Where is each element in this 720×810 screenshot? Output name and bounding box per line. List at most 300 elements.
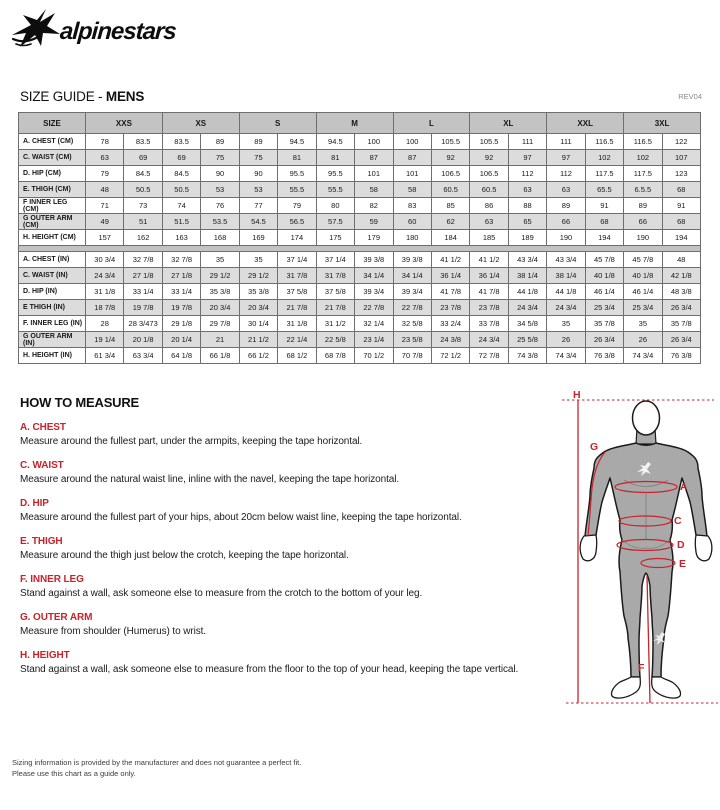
size-value-cell: 39 3/4	[355, 284, 393, 300]
size-value-cell: 23 7/8	[470, 300, 508, 316]
size-value-cell: 190	[547, 230, 585, 246]
table-row	[19, 252, 701, 268]
size-value-cell: 89	[239, 134, 277, 150]
size-value-cell: 23 5/8	[393, 332, 431, 348]
table-row	[19, 198, 701, 214]
size-value-cell: 81	[316, 150, 354, 166]
size-value-cell: 35	[201, 252, 239, 268]
row-label: D. HIP (IN)	[19, 284, 86, 300]
row-label: E. THIGH (CM)	[19, 182, 86, 198]
size-value-cell: 95.5	[316, 166, 354, 182]
size-value-cell: 74 3/4	[547, 348, 585, 364]
size-value-cell: 70 7/8	[393, 348, 431, 364]
size-value-cell: 83.5	[124, 134, 162, 150]
size-value-cell: 31 7/8	[316, 268, 354, 284]
size-value-cell: 60	[393, 214, 431, 230]
size-value-cell: 43 3/4	[547, 252, 585, 268]
size-value-cell: 194	[662, 230, 700, 246]
row-label: C. WAIST (IN)	[19, 268, 86, 284]
size-value-cell: 50.5	[124, 182, 162, 198]
table-row	[19, 316, 701, 332]
size-value-cell: 78	[86, 134, 124, 150]
size-value-cell: 34 1/4	[355, 268, 393, 284]
size-value-cell: 19 7/8	[162, 300, 200, 316]
size-value-cell: 79	[278, 198, 316, 214]
size-value-cell: 29 1/8	[162, 316, 200, 332]
body-measurement-diagram	[552, 390, 720, 770]
size-value-cell: 61 3/4	[86, 348, 124, 364]
size-value-cell: 68 7/8	[316, 348, 354, 364]
size-value-cell: 33 2/4	[431, 316, 469, 332]
size-value-cell: 105.5	[470, 134, 508, 150]
size-value-cell: 81	[278, 150, 316, 166]
measure-item-chest	[20, 422, 560, 447]
size-value-cell: 27 1/8	[162, 268, 200, 284]
measure-item-hip	[20, 498, 560, 523]
size-value-cell: 37 1/4	[278, 252, 316, 268]
row-label: A. CHEST (CM)	[19, 134, 86, 150]
measure-item-thigh	[20, 536, 560, 561]
size-value-cell: 38 1/4	[508, 268, 546, 284]
figure-label-f: F	[638, 662, 645, 674]
body-figure-illustration	[552, 390, 720, 770]
size-value-cell: 88	[508, 198, 546, 214]
size-value-cell: 25 3/4	[624, 300, 662, 316]
row-label: F. INNER LEG (IN)	[19, 316, 86, 332]
size-value-cell: 68	[585, 214, 623, 230]
size-value-cell: 54.5	[239, 214, 277, 230]
size-value-cell: 35	[239, 252, 277, 268]
size-value-cell: 44 1/8	[508, 284, 546, 300]
size-value-cell: 102	[585, 150, 623, 166]
size-value-cell: 111	[547, 134, 585, 150]
size-value-cell: 63	[508, 182, 546, 198]
size-header-xs: XS	[162, 113, 239, 134]
size-header-m: M	[316, 113, 393, 134]
size-value-cell: 30 3/4	[86, 252, 124, 268]
size-value-cell: 35	[624, 316, 662, 332]
size-value-cell: 41 7/8	[470, 284, 508, 300]
size-value-cell: 87	[393, 150, 431, 166]
size-value-cell: 35 3/8	[239, 284, 277, 300]
size-value-cell: 82	[355, 198, 393, 214]
size-value-cell: 101	[355, 166, 393, 182]
size-value-cell: 111	[508, 134, 546, 150]
footer-line-2: Please use this chart as a guide only.	[12, 768, 136, 778]
size-value-cell: 74 3/8	[508, 348, 546, 364]
size-value-cell: 33 1/4	[162, 284, 200, 300]
how-to-measure-title: HOW TO MEASURE	[20, 395, 140, 410]
size-value-cell: 33 1/4	[124, 284, 162, 300]
table-row	[19, 134, 701, 150]
size-value-cell: 26	[624, 332, 662, 348]
size-header-xxs: XXS	[86, 113, 163, 134]
size-value-cell: 89	[624, 198, 662, 214]
size-value-cell: 59	[355, 214, 393, 230]
size-value-cell: 40 1/8	[585, 268, 623, 284]
size-value-cell: 75	[239, 150, 277, 166]
size-header-xl: XL	[470, 113, 547, 134]
title-row	[20, 88, 702, 106]
figure-label-c: C	[674, 515, 682, 527]
size-value-cell: 83	[393, 198, 431, 214]
size-value-cell: 105.5	[431, 134, 469, 150]
size-value-cell: 102	[624, 150, 662, 166]
size-header-xxl: XXL	[547, 113, 624, 134]
measure-text: Measure around the fullest part, under the armpits, keeping the tape horizontal.	[20, 436, 363, 447]
size-value-cell: 77	[239, 198, 277, 214]
size-value-cell: 175	[316, 230, 354, 246]
size-value-cell: 190	[624, 230, 662, 246]
size-value-cell: 48	[86, 182, 124, 198]
table-row	[19, 300, 701, 316]
measure-text: Measure around the thigh just below the crotch, keeping the tape horizontal.	[20, 550, 349, 561]
size-value-cell: 60.5	[470, 182, 508, 198]
size-value-cell: 41 1/2	[431, 252, 469, 268]
table-row	[19, 332, 701, 348]
size-value-cell: 24 3/4	[547, 300, 585, 316]
size-value-cell: 39 3/8	[355, 252, 393, 268]
size-value-cell: 62	[431, 214, 469, 230]
size-value-cell: 19 1/4	[86, 332, 124, 348]
measure-text: Measure around the fullest part of your hips, about 20cm below waist line, keeping the tape horizontal.	[20, 512, 462, 523]
size-value-cell: 29 7/8	[201, 316, 239, 332]
size-value-cell: 32 7/8	[124, 252, 162, 268]
size-value-cell: 25 5/8	[508, 332, 546, 348]
size-value-cell: 87	[355, 150, 393, 166]
size-value-cell: 70 1/2	[355, 348, 393, 364]
size-value-cell: 174	[278, 230, 316, 246]
size-value-cell: 48	[662, 252, 700, 268]
size-value-cell: 63	[547, 182, 585, 198]
size-value-cell: 32 7/8	[162, 252, 200, 268]
measure-text: Stand against a wall, ask someone else to measure from the floor to the top of your head, keeping the tape vertical.	[20, 664, 519, 675]
size-value-cell: 44 1/8	[547, 284, 585, 300]
size-value-cell: 46 1/4	[624, 284, 662, 300]
figure-label-a: A	[680, 481, 688, 493]
size-value-cell: 48 3/8	[662, 284, 700, 300]
size-value-cell: 45 7/8	[624, 252, 662, 268]
size-value-cell: 32 5/8	[393, 316, 431, 332]
size-value-cell: 39 3/8	[393, 252, 431, 268]
size-value-cell: 65	[508, 214, 546, 230]
size-value-cell: 30 1/4	[239, 316, 277, 332]
size-header-s: S	[239, 113, 316, 134]
size-value-cell: 94.5	[316, 134, 354, 150]
size-value-cell: 100	[393, 134, 431, 150]
page-title-prefix: SIZE GUIDE -	[20, 89, 106, 104]
size-value-cell: 89	[547, 198, 585, 214]
size-value-cell: 37 5/8	[278, 284, 316, 300]
size-value-cell: 41 1/2	[470, 252, 508, 268]
size-value-cell: 36 1/4	[470, 268, 508, 284]
size-value-cell: 84.5	[162, 166, 200, 182]
size-value-cell: 95.5	[278, 166, 316, 182]
figure-label-h: H	[573, 390, 581, 401]
table-row	[19, 284, 701, 300]
size-value-cell: 83.5	[162, 134, 200, 150]
size-value-cell: 163	[162, 230, 200, 246]
size-value-cell: 94.5	[278, 134, 316, 150]
size-value-cell: 74 3/4	[624, 348, 662, 364]
size-value-cell: 46 1/4	[585, 284, 623, 300]
table-row	[19, 348, 701, 364]
size-value-cell: 31 1/8	[278, 316, 316, 332]
size-value-cell: 63 3/4	[124, 348, 162, 364]
size-value-cell: 91	[585, 198, 623, 214]
inner-leg-measure-line	[647, 576, 650, 703]
size-value-cell: 101	[393, 166, 431, 182]
size-value-cell: 37 1/4	[316, 252, 354, 268]
size-value-cell: 20 3/4	[201, 300, 239, 316]
size-table	[18, 112, 701, 364]
size-value-cell: 25 3/4	[585, 300, 623, 316]
size-value-cell: 45 7/8	[585, 252, 623, 268]
measure-heading: D. HIP	[20, 498, 49, 509]
size-value-cell: 58	[355, 182, 393, 198]
size-value-cell: 20 3/4	[239, 300, 277, 316]
size-value-cell: 34 5/8	[508, 316, 546, 332]
size-value-cell: 26 3/4	[662, 300, 700, 316]
size-value-cell: 68	[662, 214, 700, 230]
size-value-cell: 35 3/8	[201, 284, 239, 300]
size-value-cell: 19 7/8	[124, 300, 162, 316]
size-value-cell: 22 1/4	[278, 332, 316, 348]
measure-item-outer-arm	[20, 612, 560, 637]
figure-label-g: G	[590, 441, 599, 453]
footer-line-1: Sizing information is provided by the manufacturer and does not guarantee a perfect fit.	[12, 758, 302, 767]
size-value-cell: 51	[124, 214, 162, 230]
size-value-cell: 107	[662, 150, 700, 166]
measure-heading: G. OUTER ARM	[20, 612, 93, 623]
size-value-cell: 22 7/8	[355, 300, 393, 316]
size-value-cell: 35 7/8	[585, 316, 623, 332]
size-value-cell: 31 7/8	[278, 268, 316, 284]
table-row	[19, 230, 701, 246]
size-value-cell: 35	[547, 316, 585, 332]
measure-item-waist	[20, 460, 560, 485]
brand-logo	[10, 8, 176, 50]
size-value-cell: 184	[431, 230, 469, 246]
size-value-cell: 63	[86, 150, 124, 166]
size-value-cell: 90	[201, 166, 239, 182]
size-value-cell: 180	[393, 230, 431, 246]
size-column-header: SIZE	[19, 113, 86, 134]
revision-label: REV04	[678, 92, 702, 101]
size-value-cell: 26	[547, 332, 585, 348]
size-value-cell: 116.5	[585, 134, 623, 150]
table-row	[19, 182, 701, 198]
size-value-cell: 100	[355, 134, 393, 150]
size-value-cell: 23 7/8	[431, 300, 469, 316]
size-value-cell: 168	[201, 230, 239, 246]
size-value-cell: 49	[86, 214, 124, 230]
size-value-cell: 37 5/8	[316, 284, 354, 300]
size-value-cell: 89	[201, 134, 239, 150]
row-label: D. HIP (CM)	[19, 166, 86, 182]
size-value-cell: 31 1/2	[316, 316, 354, 332]
size-table-body	[19, 134, 701, 364]
row-label: C. WAIST (CM)	[19, 150, 86, 166]
row-label: G OUTER ARM (CM)	[19, 214, 86, 230]
size-value-cell: 51.5	[162, 214, 200, 230]
size-value-cell: 76	[201, 198, 239, 214]
size-value-cell: 21 1/2	[239, 332, 277, 348]
size-value-cell: 6.5.5	[624, 182, 662, 198]
size-value-cell: 29 1/2	[201, 268, 239, 284]
size-value-cell: 32 1/4	[355, 316, 393, 332]
alpinestars-star-icon	[10, 8, 62, 50]
size-table-head	[19, 113, 701, 134]
measure-heading: A. CHEST	[20, 422, 66, 433]
brand-wordmark: alpinestars	[59, 18, 177, 45]
measure-heading: H. HEIGHT	[20, 650, 70, 661]
size-value-cell: 34 1/4	[393, 268, 431, 284]
size-value-cell: 24 3/8	[431, 332, 469, 348]
measure-heading: E. THIGH	[20, 536, 63, 547]
page-title	[20, 89, 144, 104]
size-value-cell: 55.5	[278, 182, 316, 198]
size-value-cell: 23 1/4	[355, 332, 393, 348]
row-label: A. CHEST (IN)	[19, 252, 86, 268]
size-value-cell: 97	[547, 150, 585, 166]
size-value-cell: 189	[508, 230, 546, 246]
size-value-cell: 53	[239, 182, 277, 198]
size-value-cell: 40 1/8	[624, 268, 662, 284]
size-value-cell: 106.5	[431, 166, 469, 182]
size-value-cell: 41 7/8	[431, 284, 469, 300]
size-value-cell: 162	[124, 230, 162, 246]
size-value-cell: 27 1/8	[124, 268, 162, 284]
measure-item-height	[20, 650, 560, 675]
size-value-cell: 75	[201, 150, 239, 166]
size-value-cell: 66 1/2	[239, 348, 277, 364]
size-value-cell: 42 1/8	[662, 268, 700, 284]
measure-heading: C. WAIST	[20, 460, 64, 471]
measure-text: Stand against a wall, ask someone else to measure from the crotch to the bottom of your leg.	[20, 588, 423, 599]
size-value-cell: 68 1/2	[278, 348, 316, 364]
row-label: E THIGH (IN)	[19, 300, 86, 316]
row-label: G OUTER ARM (IN)	[19, 332, 86, 348]
size-value-cell: 24 3/4	[470, 332, 508, 348]
footer-disclaimer	[12, 758, 301, 780]
size-value-cell: 20 1/4	[162, 332, 200, 348]
size-value-cell: 112	[508, 166, 546, 182]
size-value-cell: 43 3/4	[508, 252, 546, 268]
size-value-cell: 31 1/8	[86, 284, 124, 300]
size-value-cell: 57.5	[316, 214, 354, 230]
size-value-cell: 80	[316, 198, 354, 214]
size-value-cell: 72 7/8	[470, 348, 508, 364]
size-value-cell: 24 3/4	[508, 300, 546, 316]
size-value-cell: 74	[162, 198, 200, 214]
size-value-cell: 38 1/4	[547, 268, 585, 284]
size-value-cell: 22 7/8	[393, 300, 431, 316]
size-value-cell: 50.5	[162, 182, 200, 198]
size-value-cell: 91	[662, 198, 700, 214]
size-value-cell: 21 7/8	[278, 300, 316, 316]
size-value-cell: 24 3/4	[86, 268, 124, 284]
size-value-cell: 169	[239, 230, 277, 246]
size-value-cell: 36 1/4	[431, 268, 469, 284]
size-value-cell: 79	[86, 166, 124, 182]
size-value-cell: 97	[508, 150, 546, 166]
size-header-3xl: 3XL	[624, 113, 701, 134]
size-value-cell: 28	[86, 316, 124, 332]
row-label: H. HEIGHT (CM)	[19, 230, 86, 246]
size-value-cell: 69	[124, 150, 162, 166]
size-value-cell: 64 1/8	[162, 348, 200, 364]
size-value-cell: 122	[662, 134, 700, 150]
size-header-l: L	[393, 113, 470, 134]
size-value-cell: 63	[470, 214, 508, 230]
row-label: F INNER LEG (CM)	[19, 198, 86, 214]
table-row	[19, 268, 701, 284]
size-value-cell: 66 1/8	[201, 348, 239, 364]
size-value-cell: 69	[162, 150, 200, 166]
size-value-cell: 106.5	[470, 166, 508, 182]
size-value-cell: 179	[355, 230, 393, 246]
size-value-cell: 185	[470, 230, 508, 246]
size-value-cell: 117.5	[624, 166, 662, 182]
size-value-cell: 26 3/4	[585, 332, 623, 348]
size-value-cell: 157	[86, 230, 124, 246]
size-value-cell: 20 1/8	[124, 332, 162, 348]
table-row	[19, 214, 701, 230]
size-value-cell: 58	[393, 182, 431, 198]
size-value-cell: 55.5	[316, 182, 354, 198]
figure-label-e: E	[679, 558, 687, 570]
how-to-measure-section	[20, 395, 560, 688]
size-value-cell: 35 7/8	[662, 316, 700, 332]
size-value-cell: 73	[124, 198, 162, 214]
measure-text: Measure around the natural waist line, inline with the navel, keeping the tape horizontal.	[20, 474, 400, 485]
size-value-cell: 29 1/2	[239, 268, 277, 284]
size-value-cell: 76 3/8	[585, 348, 623, 364]
size-value-cell: 66	[547, 214, 585, 230]
size-value-cell: 90	[239, 166, 277, 182]
size-value-cell: 85	[431, 198, 469, 214]
figure-label-d: D	[677, 539, 685, 551]
size-value-cell: 39 3/4	[393, 284, 431, 300]
size-value-cell: 76 3/8	[662, 348, 700, 364]
measure-text: Measure from shoulder (Humerus) to wrist.	[20, 626, 206, 637]
table-row	[19, 166, 701, 182]
size-value-cell: 60.5	[431, 182, 469, 198]
size-value-cell: 86	[470, 198, 508, 214]
size-value-cell: 66	[624, 214, 662, 230]
size-value-cell: 71	[86, 198, 124, 214]
size-value-cell: 84.5	[124, 166, 162, 182]
size-value-cell: 194	[585, 230, 623, 246]
size-value-cell: 56.5	[278, 214, 316, 230]
page-title-gender: MENS	[105, 89, 145, 104]
size-value-cell: 65.5	[585, 182, 623, 198]
size-value-cell: 26 3/4	[662, 332, 700, 348]
size-value-cell: 33 7/8	[470, 316, 508, 332]
measure-item-inner-leg	[20, 574, 560, 599]
size-value-cell: 28 3/473	[124, 316, 162, 332]
size-value-cell: 21 7/8	[316, 300, 354, 316]
size-value-cell: 22 5/8	[316, 332, 354, 348]
size-value-cell: 117.5	[585, 166, 623, 182]
size-value-cell: 18 7/8	[86, 300, 124, 316]
size-value-cell: 53	[201, 182, 239, 198]
table-row	[19, 150, 701, 166]
size-value-cell: 123	[662, 166, 700, 182]
size-value-cell: 92	[431, 150, 469, 166]
size-value-cell: 116.5	[624, 134, 662, 150]
